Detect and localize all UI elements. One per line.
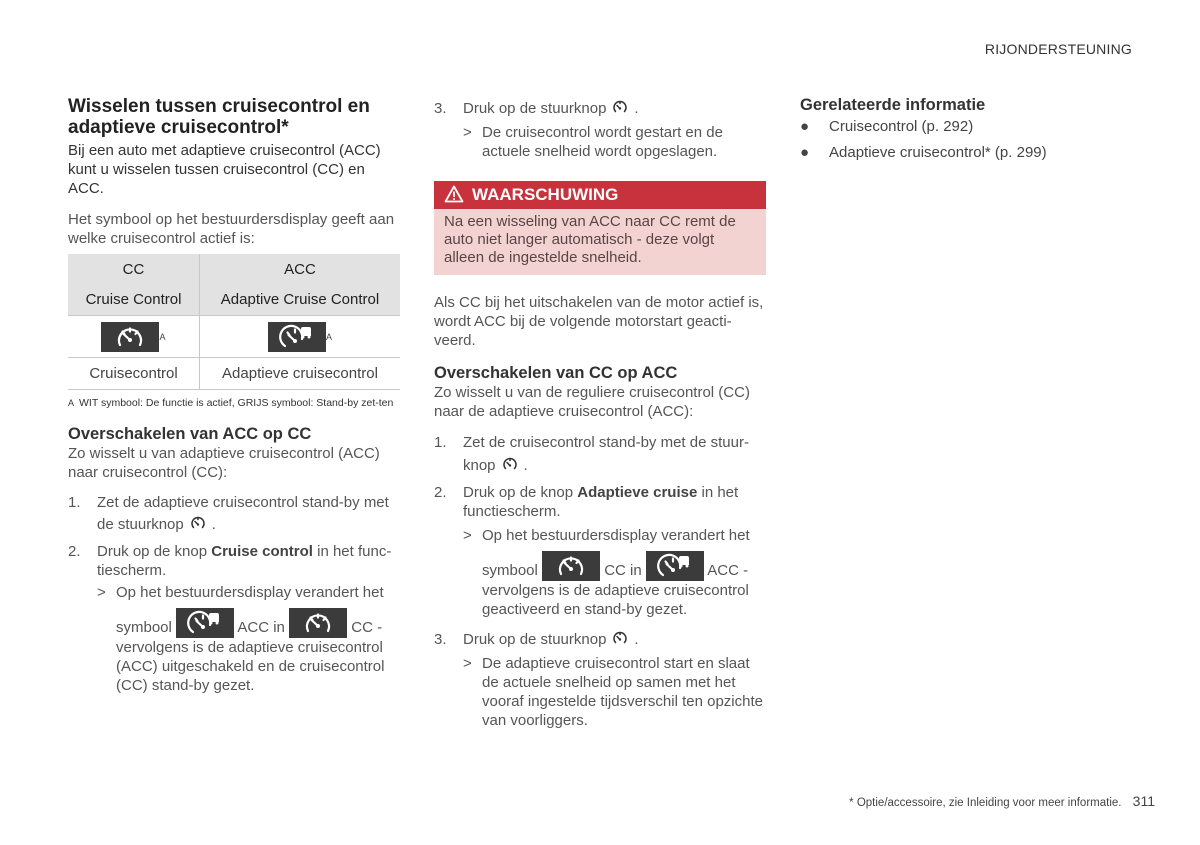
cruise-control-table [68,254,400,390]
table-header-cc-name: Cruise Control [68,284,200,316]
table-cell-cc-icon: A [68,316,200,358]
cruise-control-icon [542,551,600,581]
footnote-mark: A [68,398,75,408]
warning-body: Na een wisseling van ACC naar CC remt de auto niet langer automatisch - deze volgt alleen de ingestelde snelheid. [434,209,766,275]
acc-to-cc-step-2: 2. Druk op de knop Cruise control in het func-tiescherm. [68,543,392,579]
column-left [68,96,400,695]
footer-note: * Optie/accessoire, zie Inleiding voor meer informatie. [849,797,1122,809]
cc-to-acc-step-2-result: > Op het bestuurdersdisplay verandert het symbool CC in ACC - vervolgens is de adaptieve cruisecontrol geactiveerd en stand-by gezet. [463,527,750,618]
cc-to-acc-step-3: 3. Druk op de stuurknop . [434,631,639,648]
table-cell-adaptive: Adaptieve cruisecontrol [200,358,401,390]
page-number: 311 [1132,793,1155,809]
cruise-control-icon [289,608,347,638]
adaptive-cruise-control-icon [268,322,326,352]
adaptive-cruise-control-icon [646,551,704,581]
table-header-cc: CC [68,254,200,284]
section-title: Wisselen tussen cruisecontrol en adaptieve cruisecontrol* [68,96,370,138]
intro-paragraph: Bij een auto met adaptieve cruisecontrol (ACC) kunt u wisselen tussen cruisecontrol (CC) en ACC. [68,142,381,197]
warning-title: WAARSCHUWING [472,185,619,204]
warning-triangle-icon [444,185,464,203]
table-header-acc-name: Adaptive Cruise Control [200,284,401,316]
table-cell-cruisecontrol: Cruisecontrol [68,358,200,390]
steering-wheel-knob-icon [190,515,206,531]
cc-to-acc-step-1: 1. Zet de cruisecontrol stand-by met de stuur- knop . [434,434,749,474]
column-middle [434,99,766,730]
section-header: RIJONDERSTEUNING [984,41,1132,57]
acc-to-cc-step-1: 1. Zet de adaptieve cruisecontrol stand-by met de stuurknop . [68,494,389,533]
adaptive-cruise-button-label: Adaptieve cruise [577,484,698,501]
cruise-control-icon [101,322,159,352]
table-header-acc: ACC [200,254,401,284]
related-info-title: Gerelateerde informatie [800,96,986,114]
steering-wheel-knob-icon [612,99,628,115]
table-cell-acc-icon: A [200,316,401,358]
subheading-cc-to-acc: Overschakelen van CC op ACC [434,364,678,382]
related-link-2[interactable]: ● Adaptieve cruisecontrol* (p. 299) [800,144,1047,161]
bullet-icon: ● [800,144,810,161]
steering-wheel-knob-icon [502,456,518,472]
step-3: 3. Druk op de stuurknop . [434,100,639,117]
warning-header [434,181,766,209]
cc-to-acc-intro: Zo wisselt u van de reguliere cruisecontrol (CC) naar de adaptieve cruisecontrol (ACC): [434,384,750,420]
column-right [800,96,1132,162]
motor-paragraph: Als CC bij het uitschakelen van de motor actief is, wordt ACC bij de volgende motorstart geacti-veerd. [434,294,764,349]
step-3-result: > De cruisecontrol wordt gestart en de actuele snelheid wordt opgeslagen. [463,124,723,160]
cc-to-acc-step-2: 2. Druk op de knop Adaptieve cruise in het functiescherm. [434,484,739,520]
page-footer [849,792,1155,813]
acc-to-cc-intro: Zo wisselt u van adaptieve cruisecontrol (ACC) naar cruisecontrol (CC): [68,445,380,481]
adaptive-cruise-control-icon [176,608,234,638]
cruise-control-button-label: Cruise control [211,543,313,560]
steering-wheel-knob-icon [612,630,628,646]
cc-to-acc-step-3-result: > De adaptieve cruisecontrol start en slaat de actuele snelheid op samen met het vooraf ingestelde tijdsverschil ten opzichte van voorliggers. [463,655,763,729]
subheading-acc-to-cc: Overschakelen van ACC op CC [68,425,312,443]
acc-to-cc-step-2-result: > Op het bestuurdersdisplay verandert het symbool ACC in CC - vervolgens is de adaptieve cruisecontrol (ACC) uitgeschakeld en de cruisecontrol (CC) stand-by gezet. [97,584,385,694]
bullet-icon: ● [800,118,810,135]
table-footnote: A WIT symbool: De functie is actief, GRIJS symbool: Stand-by zet-ten [68,397,394,409]
symbol-paragraph: Het symbool op het bestuurdersdisplay geeft aan welke cruisecontrol actief is: [68,211,395,247]
warning-box [434,181,766,275]
related-link-1[interactable]: ● Cruisecontrol (p. 292) [800,118,974,135]
